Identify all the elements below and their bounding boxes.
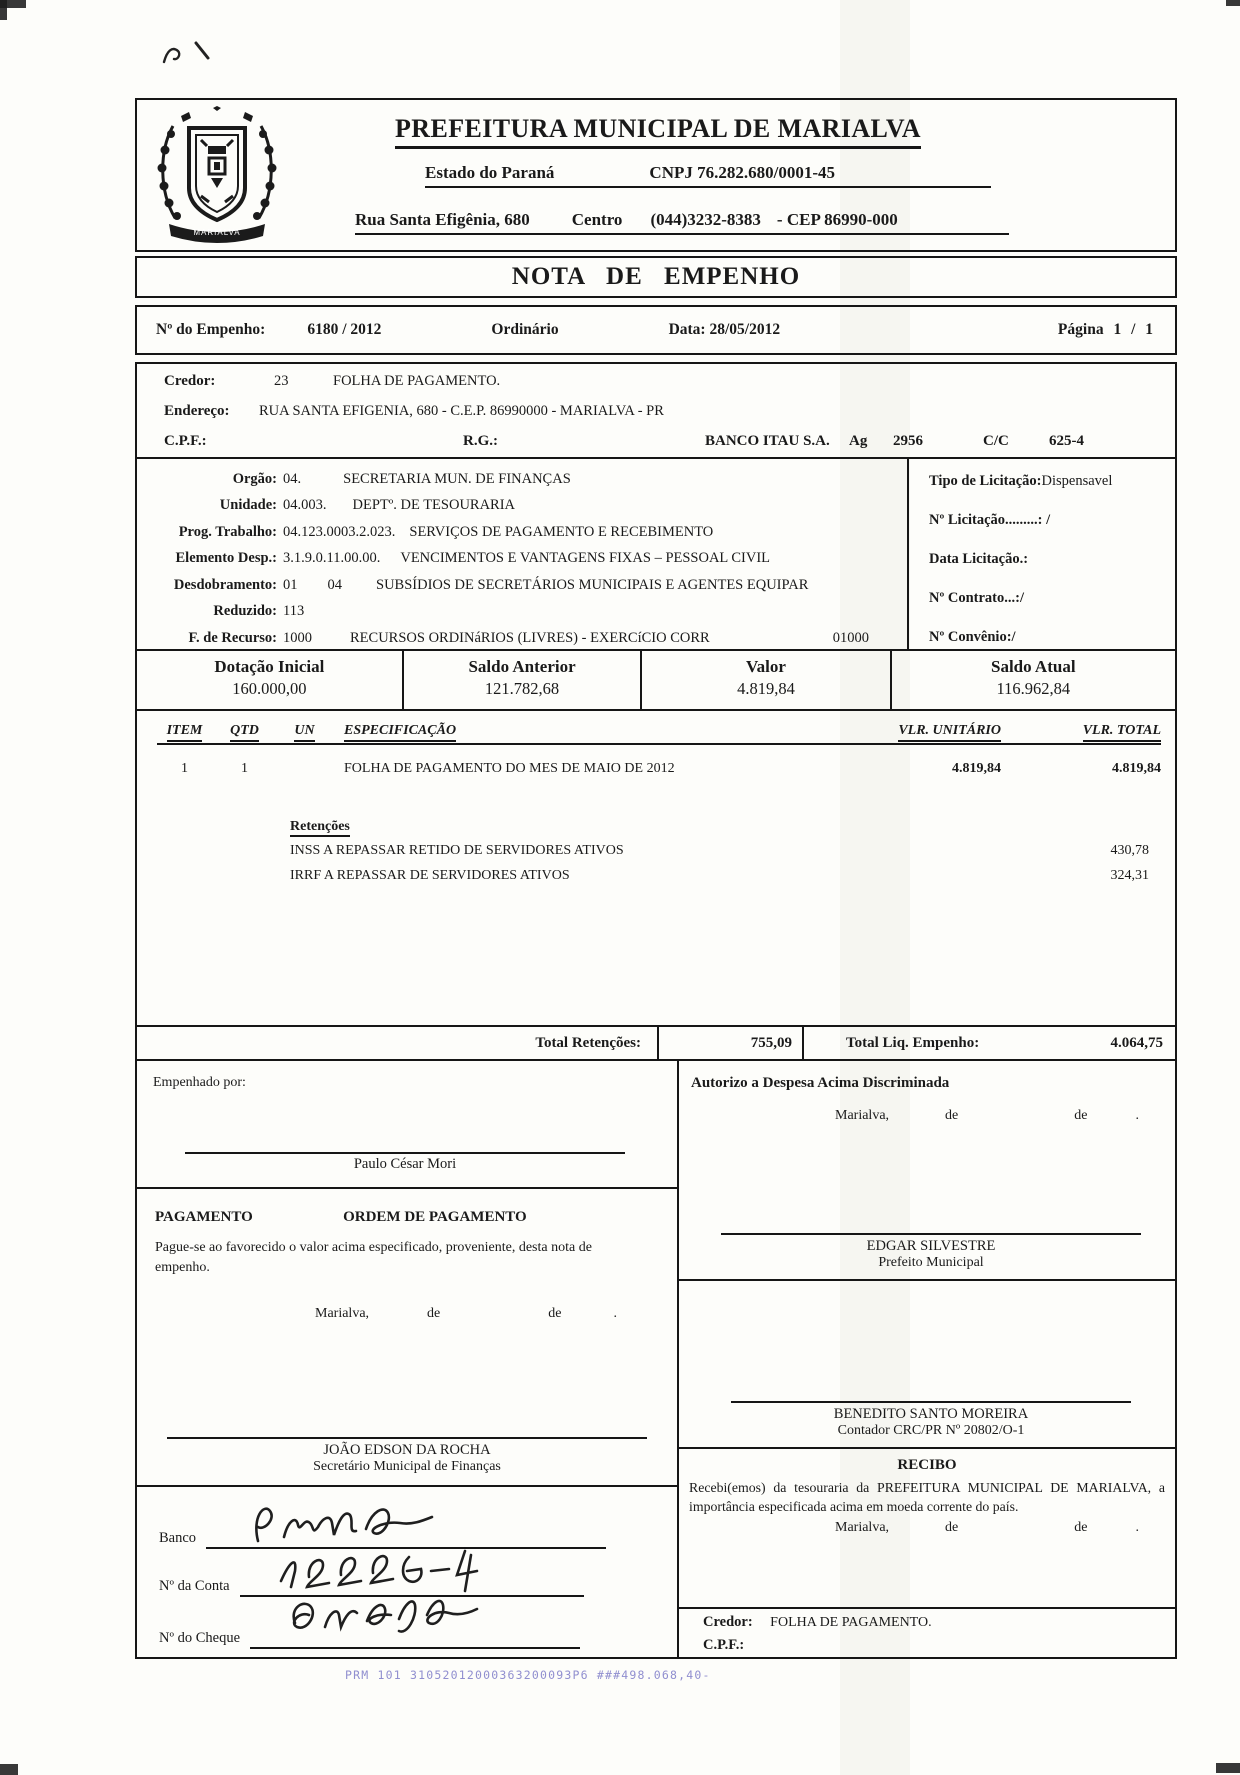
cpf-label: C.P.F.: [164, 433, 207, 449]
scan-corner-artifact [0, 0, 7, 20]
autorizo-box [679, 1061, 1175, 1279]
org-address-line [355, 210, 1009, 235]
budget-row-reduzido: Reduzido: 113 [213, 603, 305, 620]
items-header-row: ITEM QTD UN ESPECIFICAÇÃO VLR. UNITÁRIO VLR. TOTAL [137, 723, 1175, 745]
retencoes-title: Retenções [290, 819, 350, 837]
recibo-text: Recebi(emos) da tesouraria da PREFEITURA MUNICIPAL DE MARIALVA, a importância especificada acima em moeda corrente do país. [689, 1480, 1165, 1514]
valor-cell: Valor 4.819,84 [640, 651, 889, 709]
licitacao-numero: Nº Licitação.........: / [929, 512, 1051, 528]
accountant-role: Contador CRC/PR Nº 20802/O-1 [837, 1423, 1025, 1438]
retencao-row-irrf: IRRF A REPASSAR DE SERVIDORES ATIVOS 324,31 [290, 868, 1149, 883]
svg-text:MARIALVA: MARIALVA [193, 228, 241, 237]
bank-account: 625-4 [1049, 433, 1084, 449]
empenho-date: Data: 28/05/2012 [668, 321, 781, 338]
right-signature-column [679, 1061, 1175, 1657]
account-number-field [159, 1557, 677, 1597]
budget-row-prog-trabalho: Prog. Trabalho: 04.123.0003.2.023. SERVIÇOS DE PAGAMENTO E RECEBIMENTO [178, 523, 714, 540]
budget-section [137, 457, 1175, 649]
handwriting-conta [269, 1541, 499, 1597]
retencao-row-inss: INSS A REPASSAR RETIDO DE SERVIDORES ATIVOS 430,78 [290, 843, 1149, 858]
city-date-line: Marialva, de de . [315, 1306, 617, 1321]
total-liquido-label: Total Liq. Empenho: [846, 1034, 980, 1051]
org-name-title: PREFEITURA MUNICIPAL DE MARIALVA [395, 114, 921, 149]
bank-details-box [137, 1485, 677, 1655]
recibo-credor-value: FOLHA DE PAGAMENTO. [770, 1615, 932, 1630]
budget-row-orgao: Orgão: 04. SECRETARIA MUN. DE FINANÇAS [232, 470, 571, 487]
total-retencoes-label: Total Retenções: [535, 1034, 641, 1051]
accountant-box [679, 1279, 1175, 1447]
credor-label: Credor: [164, 373, 216, 389]
scan-corner-artifact [1216, 1763, 1240, 1773]
recibo-credor-label: Credor: [703, 1614, 753, 1630]
page-indicator: Página 1 / 1 [1057, 321, 1153, 338]
org-cep: - CEP 86990-000 [776, 210, 898, 229]
autorizo-title: Autorizo a Despesa Acima Discriminada [691, 1075, 950, 1091]
nota-de-empenho-form [135, 98, 1177, 1659]
recibo-box [679, 1447, 1175, 1607]
document-title-band [135, 256, 1177, 298]
document-title: NOTA DE EMPENHO [511, 263, 801, 290]
mayor-role: Prefeito Municipal [878, 1255, 984, 1270]
finance-secretary-name: JOÃO EDSON DA ROCHA [323, 1442, 491, 1458]
conta-label: Nº da Conta [159, 1578, 230, 1594]
city-date-line: Marialva, de de . [835, 1108, 1139, 1123]
recibo-title: RECIBO [897, 1457, 957, 1473]
org-state: Estado do Paraná [425, 163, 555, 182]
city-date-line: Marialva, de de . [835, 1520, 1139, 1535]
rg-label: R.G.: [463, 433, 498, 449]
budget-row-elemento: Elemento Desp.: 3.1.9.0.11.00.00. VENCIMENTOS E VANTAGENS FIXAS – PESSOAL CIVIL [175, 550, 771, 567]
bank-agency-label: Ag [849, 433, 868, 449]
endereco-label: Endereço: [164, 403, 230, 419]
budget-row-desdobramento: Desdobramento: 01 04 SUBSÍDIOS DE SECRETÁRIOS MUNICIPAIS E AGENTES EQUIPAR [173, 576, 809, 593]
scan-corner-artifact [1226, 0, 1240, 6]
document-header [135, 98, 1177, 252]
items-table [137, 709, 1175, 1025]
licitacao-contrato: Nº Contrato...:/ [929, 590, 1024, 606]
budget-classification [137, 459, 907, 649]
licitacao-panel [907, 459, 1175, 649]
dot-matrix-processing-code: PRM 101 31052012000363200093P6 ###498.068,40- [345, 1668, 711, 1682]
endereco-value: RUA SANTA EFIGENIA, 680 - C.E.P. 86990000 - MARIALVA - PR [259, 403, 664, 419]
saldo-anterior-cell: Saldo Anterior 121.782,68 [402, 651, 641, 709]
handwriting-cheque [279, 1595, 499, 1649]
item-row: 1 1 FOLHA DE PAGAMENTO DO MES DE MAIO DE 2012 4.819,84 4.819,84 [181, 761, 1161, 776]
dotacao-inicial-cell: Dotação Inicial 160.000,00 [214, 657, 325, 698]
empenhado-signer-name: Paulo César Mori [353, 1156, 457, 1172]
pen-mark [158, 38, 228, 68]
org-state-cnpj-line [425, 163, 991, 188]
budget-row-unidade: Unidade: 04.003. DEPTº. DE TESOURARIA [219, 497, 516, 514]
signature-line [167, 1437, 647, 1439]
bank-name: BANCO ITAU S.A. [705, 433, 830, 449]
org-cnpj: CNPJ 76.282.680/0001-45 [649, 163, 835, 182]
signature-line [185, 1152, 625, 1154]
licitacao-convenio: Nº Convênio:/ [929, 629, 1016, 645]
ordem-pagamento-title: ORDEM DE PAGAMENTO [343, 1209, 527, 1225]
ordem-pagamento-box [137, 1187, 677, 1485]
bank-account-label: C/C [983, 433, 1009, 449]
saldo-atual-cell: Saldo Atual 116.962,84 [890, 651, 1175, 709]
org-street: Rua Santa Efigênia, 680 [355, 210, 530, 229]
accountant-name: BENEDITO SANTO MOREIRA [833, 1406, 1029, 1422]
banco-label: Banco [159, 1530, 197, 1546]
empenhado-por-label: Empenhado por: [153, 1075, 246, 1090]
signature-line [731, 1401, 1131, 1403]
left-signature-column [137, 1061, 679, 1657]
creditor-section [137, 364, 1175, 457]
total-retencoes-value: 755,09 [657, 1027, 802, 1059]
scan-corner-artifact [0, 1764, 18, 1775]
org-phone: (044)3232-8383 [650, 210, 761, 229]
credor-name: FOLHA DE PAGAMENTO. [333, 373, 501, 389]
bank-agency: 2956 [893, 433, 923, 449]
municipal-coat-of-arms-logo [151, 106, 283, 248]
signatures-section [137, 1059, 1175, 1657]
licitacao-tipo: Tipo de Licitação:Dispensavel [929, 473, 1113, 489]
licitacao-data: Data Licitação.: [929, 551, 1029, 567]
recibo-credor-box [679, 1607, 1175, 1657]
empenho-number-label: Nº do Empenho: [156, 321, 266, 338]
empenho-kind: Ordinário [491, 321, 559, 338]
recibo-cpf-label: C.P.F.: [703, 1637, 745, 1653]
empenhado-por-box [137, 1061, 677, 1187]
empenho-number: 6180 / 2012 [307, 321, 382, 338]
retencoes-block [137, 819, 1175, 887]
org-district: Centro [571, 210, 623, 229]
pagamento-text: Pague-se ao favorecido o valor acima especificado, proveniente, desta nota de empenho. [155, 1240, 592, 1275]
cheque-label: Nº do Cheque [159, 1630, 241, 1646]
mayor-name: EDGAR SILVESTRE [866, 1238, 996, 1254]
finance-secretary-role: Secretário Municipal de Finanças [313, 1459, 501, 1474]
budget-row-fonte-recurso: F. de Recurso: 1000 RECURSOS ORDINáRIOS (LIVRES) - EXERCíCIO CORR 01000 [188, 629, 869, 646]
dotacao-summary-row [137, 649, 1175, 709]
pagamento-title: PAGAMENTO [155, 1209, 253, 1225]
empenho-number-row [135, 305, 1177, 355]
signature-line [721, 1233, 1141, 1235]
total-liquido-cell [802, 1027, 1175, 1059]
totals-row [137, 1025, 1175, 1059]
form-body [135, 362, 1177, 1659]
cheque-number-field [159, 1609, 677, 1649]
total-liquido-value: 4.064,75 [1110, 1034, 1163, 1051]
credor-code: 23 [274, 373, 289, 389]
